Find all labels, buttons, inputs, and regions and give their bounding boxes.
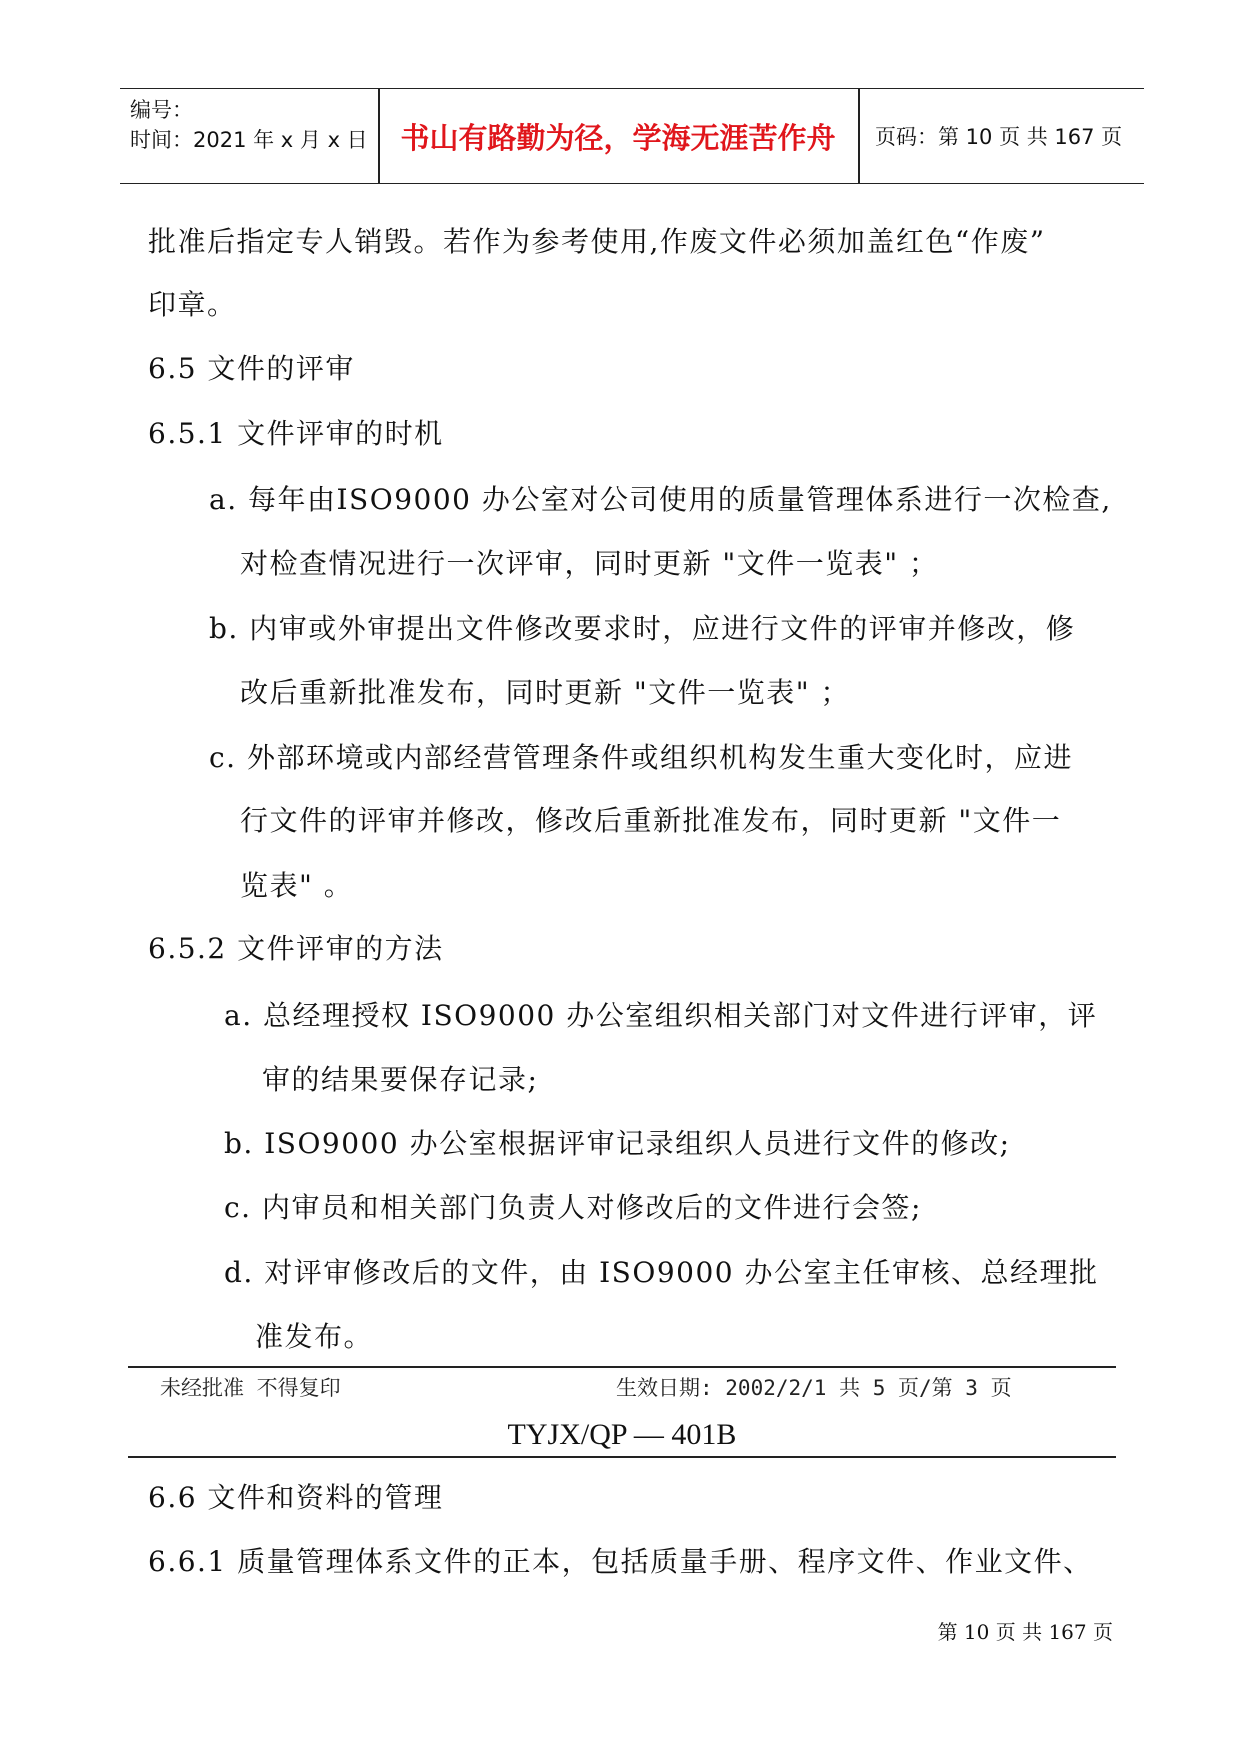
list-item: a. 总经理授权 ISO9000 办公室组织相关部门对文件进行评审，评	[224, 999, 1098, 1032]
list-item: c. 外部环境或内部经营管理条件或组织机构发生重大变化时，应进	[209, 741, 1073, 774]
page-number: 第 10 页 共 167 页	[937, 1620, 1113, 1644]
list-item-continued: 行文件的评审并修改，修改后重新批准发布，同时更新 "文件一	[240, 804, 1062, 837]
footer-left-note: 未经批准 不得复印	[160, 1376, 341, 1400]
paragraph-line: 印章。	[148, 288, 237, 321]
subsection-heading: 6.5.1 文件评审的时机	[148, 417, 444, 450]
footer-right-note: 生效日期: 2002/2/1 共 5 页/第 3 页	[616, 1376, 1012, 1400]
list-item: c. 内审员和相关部门负责人对修改后的文件进行会签;	[224, 1191, 922, 1224]
header-number-label: 编号：	[130, 98, 193, 122]
list-item-continued: 准发布。	[255, 1320, 374, 1353]
section-heading: 6.6 文件和资料的管理	[148, 1481, 444, 1514]
paragraph-line: 批准后指定专人销毁。若作为参考使用,作废文件必须加盖红色“作废”	[148, 225, 1046, 258]
list-item: b. ISO9000 办公室根据评审记录组织人员进行文件的修改;	[224, 1127, 1011, 1160]
list-item: d. 对评审修改后的文件，由 ISO9000 办公室主任审核、总经理批	[224, 1256, 1099, 1289]
list-item: b. 内审或外审提出文件修改要求时，应进行文件的评审并修改，修	[209, 612, 1076, 645]
footer-rule-top	[128, 1366, 1116, 1368]
list-item-continued: 审的结果要保存记录;	[262, 1063, 539, 1096]
paragraph-line: 6.6.1 质量管理体系文件的正本，包括质量手册、程序文件、作业文件、	[148, 1545, 1093, 1578]
header-page-info: 页码：第 10 页 共 167 页	[875, 125, 1123, 149]
list-item: a. 每年由ISO9000 办公室对公司使用的质量管理体系进行一次检查,	[209, 483, 1112, 516]
list-item-continued: 对检查情况进行一次评审，同时更新 "文件一览表" ；	[240, 547, 939, 580]
document-code: TYJX/QP — 401B	[507, 1418, 737, 1451]
footer-rule-bottom	[128, 1456, 1116, 1458]
subsection-heading: 6.5.2 文件评审的方法	[148, 932, 444, 965]
list-item-continued: 改后重新批准发布，同时更新 "文件一览表" ；	[240, 676, 851, 709]
header-time-label: 时间：2021 年 x 月 x 日	[130, 128, 368, 152]
header-meta	[130, 95, 368, 155]
section-heading: 6.5 文件的评审	[148, 352, 355, 385]
list-item-continued: 览表" 。	[240, 869, 354, 902]
header-divider	[858, 89, 860, 183]
header-motto: 书山有路勤为径，学海无涯苦作舟	[400, 120, 836, 155]
page-header	[120, 88, 1144, 184]
